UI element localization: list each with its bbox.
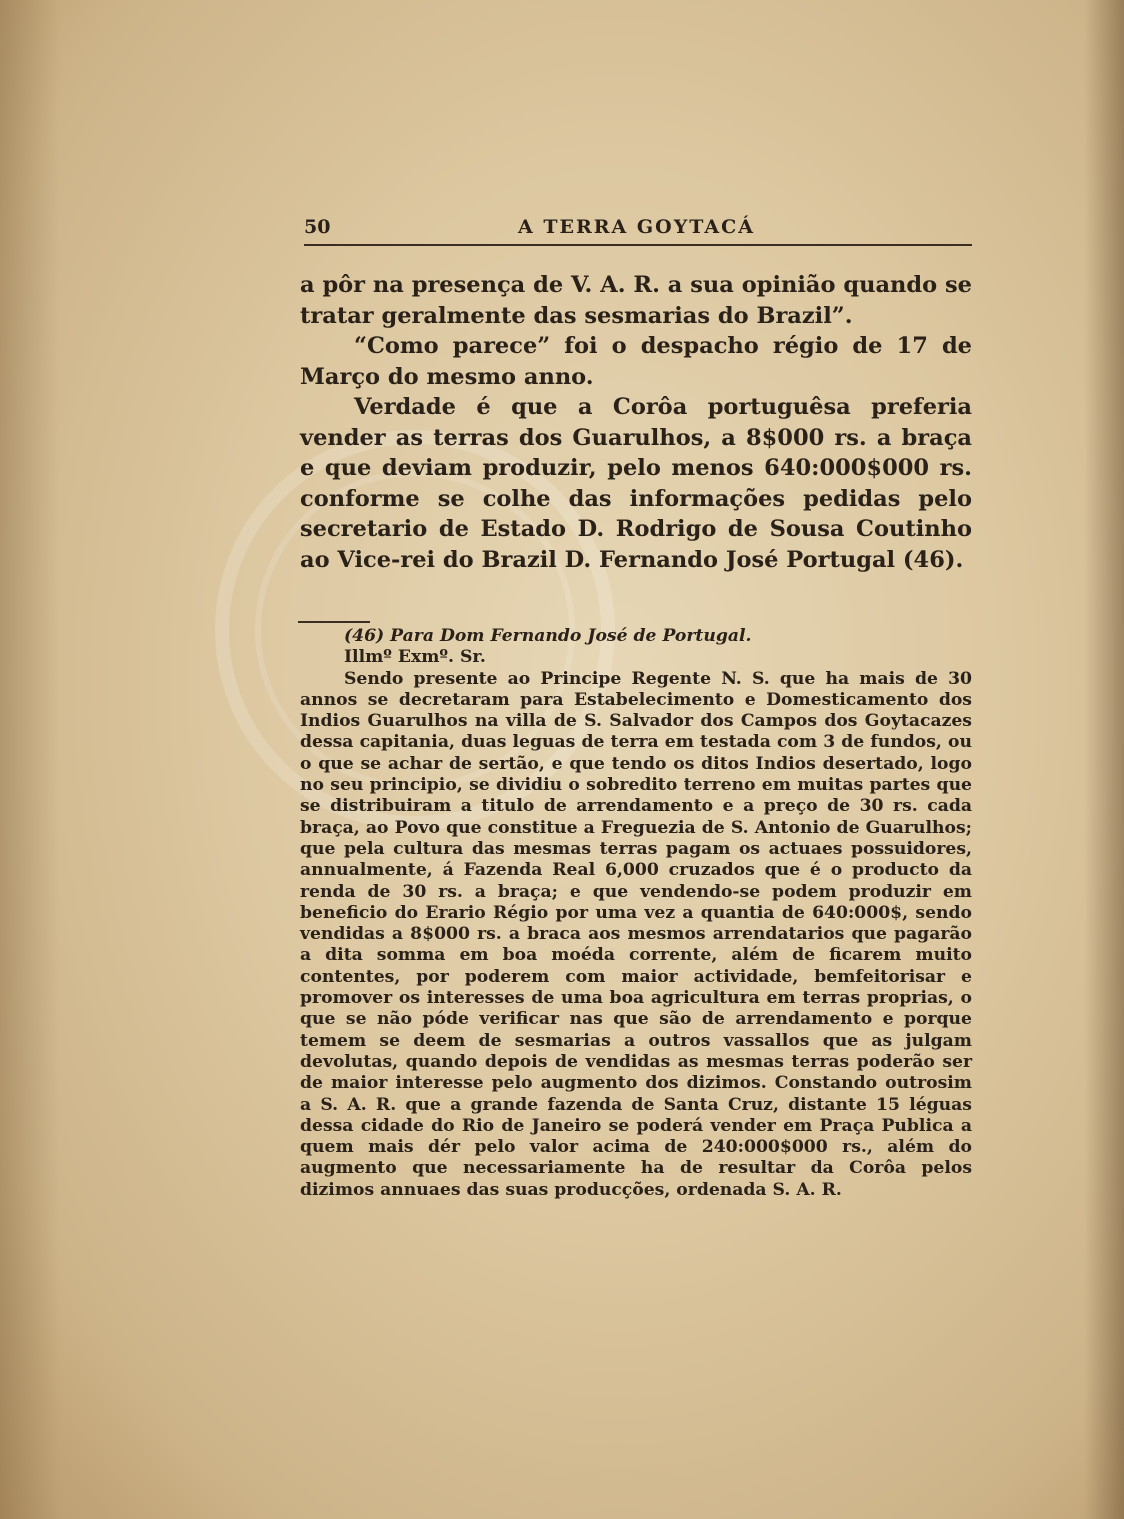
page-edge-shadow-left: [0, 0, 60, 1519]
footnote-heading: (46) Para Dom Fernando José de Portugal.: [344, 626, 752, 646]
footnote: [300, 626, 972, 1201]
footnote-salutation: Illmº Exmº. Sr.: [344, 647, 486, 668]
book-title: A TERRA GOYTACÁ: [518, 216, 755, 238]
body-paragraph: a pôr na presença de V. A. R. a sua opinião quando se tratar geralmente das sesmarias do Brazil”.: [300, 272, 972, 329]
running-head: [304, 214, 972, 246]
footnote-rule: [298, 621, 370, 623]
page-number: 50: [304, 216, 331, 238]
footnote-text: Sendo presente ao Principe Regente N. S. que ha mais de 30 annos se decretaram para Estabelecimento e Domesticamento dos Indios Guarulhos na villa de S. Salvador dos Campos dos Goytacazes dessa capitania, duas leguas de terra em testada com 3 de fundos, ou o que se achar de sertão, e que tendo os ditos Indios desertado, logo no seu principio, se dividiu o sobredito terreno em muitas partes que se distribuiram a titulo de arrendamento e a preço de 30 rs. cada braça, ao Povo que constitue a Freguezia de S. Antonio de Guarulhos; que pela cultura das mesmas terras pagam os actuaes possuidores, annualmente, á Fazenda Real 6,000 cruzados que é o producto da renda de 30 rs. a braça; e que vendendo-se podem produzir em beneficio do Erario Régio por uma vez a quantia de 640:000$, sendo vendidas a 8$000 rs. a braca aos mesmos arrendatarios que pagarão a dita somma em boa moéda corrente, além de ficarem muito contentes, por poderem com maior actividade, bemfeitorisar e promover os interesses de uma boa agricultura em terras proprias, o que se não póde verificar nas que são de arrendamento e porque temem se deem de sesmarias a outros vassallos que as julgam devolutas, quando depois de vendidas as mesmas terras poderão ser de maior interesse pelo augmento dos dizimos. Constando outrosim a S. A. R. que a grande fazenda de Santa Cruz, distante 15 léguas dessa cidade do Rio de Janeiro se poderá vender em Praça Publica a quem mais dér pelo valor acima de 240:000$000 rs., além do augmento que necessariamente ha de resultar da Corôa pelos dizimos annuaes das suas producções, ordenada S. A. R.: [300, 668, 972, 1200]
body-paragraph: “Como parece” foi o despacho régio de 17 de Março do mesmo anno.: [300, 333, 972, 390]
page-edge-shadow-right: [1084, 0, 1124, 1519]
body-text: [300, 270, 972, 575]
body-paragraph: Verdade é que a Corôa portuguêsa preferia vender as terras dos Guarulhos, a 8$000 rs. a braça e que deviam produzir, pelo menos 640:000$000 rs. conforme se colhe das informações pedidas pelo secretario de Estado D. Rodrigo de Sousa Coutinho ao Vice-rei do Brazil D. Fernando José Portugal (46).: [300, 394, 972, 573]
